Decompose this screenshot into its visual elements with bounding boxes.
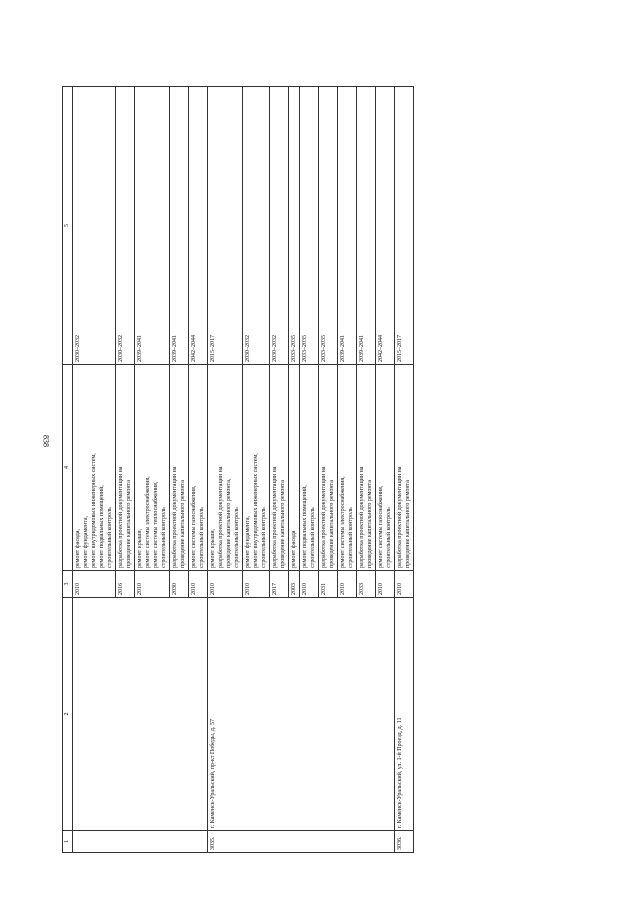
table-header-row <box>63 87 73 853</box>
header-col-2: 2 <box>63 598 73 831</box>
repair-schedule-table-wrapper <box>62 87 528 853</box>
year-cell: 2016 <box>116 571 135 598</box>
year-cell: 2010 <box>189 571 208 598</box>
period-cell: 2042–2044 <box>376 87 395 365</box>
year-cell: 2010 <box>135 571 170 598</box>
works-cell: ремонт системы электроснабжения, строительный контроль <box>338 365 357 571</box>
period-cell: 2033–2035 <box>289 87 300 365</box>
table-row <box>73 87 116 853</box>
works-cell: разработка проектной документации на проведение капитального ремонта <box>116 365 135 571</box>
period-cell: 2030–2032 <box>73 87 116 365</box>
works-cell: ремонт системы газоснабжения, строительный контроль <box>376 365 395 571</box>
period-cell: 2030–2032 <box>270 87 289 365</box>
header-col-5: 5 <box>63 87 73 365</box>
works-cell: ремонт фундамента, ремонт внутридомовых инженерных систем, строительный контроль <box>243 365 270 571</box>
year-cell: 2010 <box>338 571 357 598</box>
period-cell: 2039–2041 <box>357 87 376 365</box>
row-number-cell: 3036. <box>395 831 414 853</box>
works-cell: разработка проектной документации на проведение капитального ремонта <box>395 365 414 571</box>
header-col-1: 1 <box>63 831 73 853</box>
period-cell: 2033–2035 <box>300 87 319 365</box>
table-row <box>208 87 243 853</box>
year-cell: 2010 <box>376 571 395 598</box>
year-cell: 2010 <box>208 571 243 598</box>
header-col-4: 4 <box>63 365 73 571</box>
works-cell: ремонт фасада, ремонт фундамента, ремонт внутридомовых инженерных систем, ремонт подвальных помещений, строительный контроль <box>73 365 116 571</box>
year-cell: 2010 <box>73 571 116 598</box>
year-cell: 2031 <box>319 571 338 598</box>
header-col-3: 3 <box>63 571 73 598</box>
works-cell: ремонт крыши, ремонт системы электроснабжения, ремонт системы теплоснабжения, строительный контроль <box>135 365 170 571</box>
period-cell: 2039–2041 <box>135 87 170 365</box>
year-cell: 2010 <box>243 571 270 598</box>
repair-schedule-table <box>62 86 414 853</box>
year-cell: 2010 <box>300 571 319 598</box>
period-cell: 2030–2032 <box>243 87 270 365</box>
works-cell: разработка проектной документации на проведение капитального ремонта <box>270 365 289 571</box>
year-cell: 2030 <box>170 571 189 598</box>
address-cell <box>73 598 208 831</box>
row-number-cell: 3035. <box>208 831 395 853</box>
works-cell: разработка проектной документации на проведение капитального ремонта <box>357 365 376 571</box>
period-cell: 2042–2044 <box>189 87 208 365</box>
table-row <box>395 87 414 853</box>
period-cell: 2039–2041 <box>338 87 357 365</box>
works-cell: ремонт подвальных помещений, строительный контроль <box>300 365 319 571</box>
year-cell: 2003 <box>289 571 300 598</box>
address-cell: г. Каменск-Уральский, ул. 1-й Проезд, д. 11 <box>395 598 414 831</box>
works-cell: разработка проектной документации на проведение капитального ремонта <box>319 365 338 571</box>
address-cell: г. Каменск-Уральский, пр-кт Победы, д. 57 <box>208 598 395 831</box>
period-cell: 2033–2035 <box>319 87 338 365</box>
works-cell: разработка проектной документации на проведение капитального ремонта <box>170 365 189 571</box>
works-cell: ремонт фасада <box>289 365 300 571</box>
period-cell: 2015–2017 <box>395 87 414 365</box>
period-cell: 2030–2032 <box>116 87 135 365</box>
year-cell: 2010 <box>395 571 414 598</box>
page-number: 838 <box>41 435 51 447</box>
period-cell: 2039–2041 <box>170 87 189 365</box>
period-cell: 2015–2017 <box>208 87 243 365</box>
works-cell: ремонт системы газоснабжения, строительный контроль <box>189 365 208 571</box>
year-cell: 2033 <box>357 571 376 598</box>
works-cell: ремонт крыши, разработка проектной документации на проведение капитального ремонта, строительный контроль <box>208 365 243 571</box>
year-cell: 2017 <box>270 571 289 598</box>
row-number-cell <box>73 831 208 853</box>
